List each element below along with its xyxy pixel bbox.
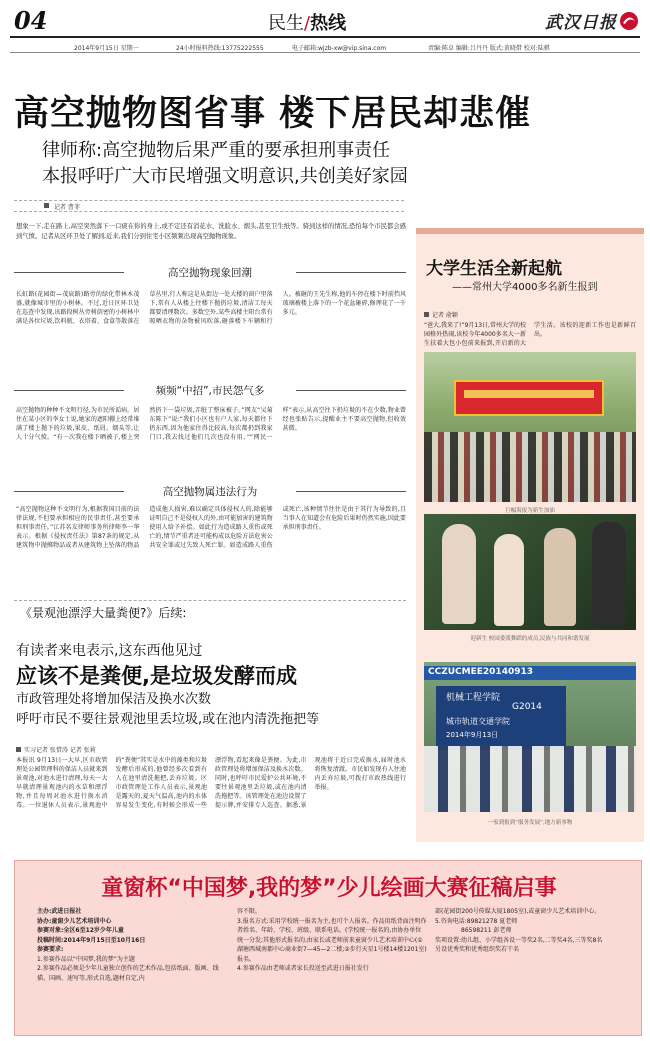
main-subheadline-2: 本报呼吁广大市民增强文明意识,共创美好家园	[42, 166, 408, 187]
section-heading-1-text: 高空抛物现象回潮	[168, 267, 252, 279]
reporter-name: 记者 曹菲	[54, 204, 80, 211]
article2-kicker	[14, 600, 406, 618]
ad-col3-line: 86598211 彭老师	[461, 927, 512, 934]
caption-2: 迎新生 校园委派舞蹈的成员,民族与共同和谐发展	[470, 636, 590, 642]
sidebar-text: “爸大,我来了!”9月13日,常州大学的校园格外热闹,该校今年4000多名大一新生扶着大包小包前来报到,开启新的大学生活。该校的迎新工作也是新鲜百出。	[424, 322, 636, 347]
ad-col-1	[37, 907, 227, 983]
people-row	[424, 746, 636, 812]
sidebar-title: 大学生活全新起航	[426, 259, 562, 279]
sidebar	[416, 228, 644, 842]
article2-headline: 应该不是粪便,是垃圾发酵而成	[16, 664, 297, 688]
contest-ad	[14, 860, 642, 1036]
ad-col1-line: 2.参赛作品必须是少年儿童独立创作的艺术作品,包括纸面、版画、线描、国画、速写等,形式自选,题材自定,内	[37, 965, 219, 982]
info-rule	[10, 52, 640, 53]
ad-col3-line: 5.咨询电话:89821278 夏老师	[435, 917, 518, 925]
ad-body	[15, 907, 643, 1033]
reporter-line	[14, 200, 404, 212]
article2-body: 本报讯 9月13日一大早,区市政管理处公园管理科的保洁人员就来到景观池,对池水进行清理,每天一大早就清理景观池内的水草和漂浮物,并且每周对池水进行换水消毒。一位退休人员表示,景观池中的“粪便”其实是水中的藻类和垃圾发酵后形成的,他曾经多次看到有人在池里清洗拖把,丢弃垃圾。区市政管理处工作人员表示,景观池是露天的,夏天气温高,池内的水体容易发生变化,有时候会形成一些漂浮物,看起来像是粪便。为此,市政管理处将增加保洁及换水次数。同时,也呼吁市民爱护公共环境,不要往景观池里丢垃圾,或在池内清洗拖把等。该管理处在池边设置了提示牌,并安排专人巡查。据悉,景观池将于近日完成换水,届时池水将恢复清澈。市民如发现有人往池内丢弃垃圾,可拨打市政热线进行举报。	[16, 757, 406, 809]
hotline: 24小时报料热线:13775222555	[176, 45, 264, 52]
section-sep: /	[304, 13, 311, 34]
sidebar-top-stripe	[416, 228, 644, 234]
poster-banner	[454, 380, 604, 416]
article2-kicker-title: 《景观池漂浮大量粪便?》后续:	[20, 606, 187, 620]
section-b: 热线	[310, 13, 347, 34]
page-number: 04	[14, 6, 48, 35]
ad-col2-line: 3.报名方式:采用学校统一报名为主,也可个人报名。作品用纸背面注明作者姓名、年龄、学校、班级、联系电话。(学校统一报名的,由协办单位统一分发;其他形式报名的,由家长或老师前来童窗少儿艺术培训中心(①湖塘西城南都中心商业街7—45—2二楼;②步行天星1号楼14楼1201室)报名。	[237, 917, 427, 963]
lead-paragraph: 想象一下,走在路上,高空突然落下一口痰在你的身上,或不定还有消花水、洗脸水、烟头,甚至卫生纸等。骑到这样的情况,恐怕每个市民都会感到气愤。记者从区环卫处了解到,近来,我们分到住宅小区频频出现高空抛物现象。	[16, 223, 406, 240]
ad-col3-line: 奖项设置:幼儿组、小学组各设一等奖2名,二等奖4名,三等奖8名	[435, 936, 603, 944]
issue-date: 2014年9月15日 星期一	[74, 45, 139, 52]
section-heading-3	[14, 484, 406, 499]
section-heading-1	[14, 265, 406, 280]
sidebar-reporter: 记者 俞颖	[424, 310, 458, 319]
editors: 责编:陈卓 编辑:吕丹丹 版式:黄晓借 校对:陆骐	[428, 45, 550, 52]
main-headline: 高空抛物图省事 楼下居民却悲催	[14, 94, 532, 134]
ad-col1-line: 投稿时间:2014年9月15日至10月16日	[37, 936, 146, 944]
ad-col1-line: 参赛对象:全区6至12岁少年儿童	[37, 927, 124, 934]
pencil-icon	[44, 203, 49, 208]
pencil-icon-2	[16, 747, 21, 752]
ad-col1-line: 1.参赛作品以“中国梦,我的梦”为主题	[37, 955, 135, 963]
newspaper-logo	[545, 8, 639, 33]
ad-col3-line: 部(花园街200号传媒大厦1805室),或童窗少儿艺术培训中心。	[435, 908, 601, 915]
caption-3: 一家到报到“服务发展”,地方新事物	[487, 820, 573, 826]
caption-1: 巨幅海报为新生加油	[505, 508, 555, 514]
board-text2: G2014	[512, 702, 542, 712]
ad-col-2	[237, 907, 427, 974]
section-2-body: 高空抛物的种种不文明行径,为市民所诟病。居住在某小区的李女士说,她家的遮阳棚上经常堆满了楼上抛下的垃圾,果皮、纸屑、烟头等,让人十分气愤。“有一次我在楼下晒被子,楼上突然扔下一袋垃圾,弄脏了整床被子。”网友“吴菊东陈下”说:“我们小区也有户人家,每天都往下扔东西,因为他家住得比较高,每次都扔到我家门口,我去找过他们几次也没有用。”“网民一样”表示,从高空往下扔垃圾的不在少数,物业曾经也张贴告示,提醒业主不要高空抛物,但收效甚微。	[16, 407, 406, 441]
ad-col3-line: 另设优秀奖和优秀组织奖若干名	[435, 946, 520, 953]
article2-sub1: 市政管理处将增加保洁及换水次数	[16, 692, 212, 707]
section-title	[268, 9, 346, 35]
board-text4: 2014年9月13日	[446, 731, 499, 739]
welcome-board	[436, 686, 566, 750]
ad-col1-line: 参赛要求:	[37, 946, 64, 953]
logo-swirl-icon	[619, 11, 639, 31]
ad-col-3	[435, 907, 625, 955]
photo-poster-students	[424, 352, 636, 502]
logo-text: 武汉日报	[545, 13, 617, 33]
banner-text: CCZUCMEE20140913	[428, 667, 533, 677]
ad-title: 童窗杯“中国梦,我的梦”少儿绘画大赛征稿启事	[101, 876, 557, 901]
email: 电子邮箱:wjzb-xw@vip.sina.com	[292, 45, 387, 52]
masthead-rule	[10, 36, 640, 38]
section-heading-2-text: 频频“中招”,市民怨气多	[155, 385, 265, 397]
masthead	[0, 0, 650, 52]
photo-girls-dancing	[424, 514, 636, 630]
main-subheadline-1: 律师称:高空抛物后果严重的要承担刑事责任	[42, 140, 391, 161]
article2-sub2: 呼吁市民不要往景观池里丢垃圾,或在池内清洗拖把等	[16, 712, 320, 727]
section-heading-2	[14, 383, 406, 398]
article2-byline: 实习记者 张惜涛 记者 张莉	[16, 745, 96, 754]
ad-col2-line: 容不限。	[237, 908, 262, 915]
board-text: 机械工程学院	[446, 693, 501, 703]
sidebar-subtitle: ——常州大学4000多名新生报到	[452, 282, 598, 293]
article2-line1: 有读者来电表示,这东西他见过	[16, 643, 203, 659]
section-3-body: “高空抛物这种不文明行为,根据我国目前的法律法规,不但要承担相应的民事责任,甚至要承担刑事责任。”江苏名友律师事务所律师李一华表示。根据《侵权责任法》第87条的规定,从建筑物中抛掷物品或者从建筑物上坠落的物品造成他人损害,难以确定具体侵权人的,除能够证明自己不是侵权人的外,由可能加害的建筑物使用人给予补偿。如此行为造成路人重伤或死亡的,情节严重者还可能构成以危险方法危害公共安全罪或过失致人死亡罪。如造成路人重伤或死亡,该种情节往往是由于其行为导致的,且当事人在知道会有危险后果时仍然实施,因此要承担刑事责任。	[16, 506, 406, 549]
pencil-icon-3	[424, 312, 429, 317]
ad-col1-line: 协办:童窗少儿艺术培训中心	[37, 917, 112, 925]
ad-col1-line: 主办:武进日报社	[37, 908, 82, 915]
board-text3: 城市轨道交通学院	[446, 717, 510, 726]
section-1-body: 长虹路(花园街—茂宸路)路旁的绿化带林木茂盛,就像城市里的小树林。不过,近日区环卫处在巡查中发现,该路段树丛旁树荫密的小树林中满是各位垃圾,饮料瓶、衣塔着、食盒等散落在草丛里,行人称这是从街边一处大楼的窗户里落下,常有人从楼上往楼下抛扔垃圾,清洁工每天都要清理数次。多数空外,某些高楼主阳台常有晾晒衣物的杂物被风吹落,砸落楼下车辆和行人。被砸的王先生称,他的车停在楼下时前挡风玻璃被楼上落下的一个花盆砸碎,修理花了一千多元。	[16, 291, 406, 325]
section-heading-3-text: 高空抛物属违法行为	[162, 486, 258, 498]
poster-text-band	[464, 390, 594, 398]
photo-family-board	[424, 662, 636, 812]
banner-strip	[424, 666, 636, 680]
section-a: 民生	[268, 13, 304, 34]
ad-col2-line: 4.参赛作品由老师或者家长投送至武进日报社发行	[237, 965, 369, 972]
crowd	[424, 432, 636, 502]
